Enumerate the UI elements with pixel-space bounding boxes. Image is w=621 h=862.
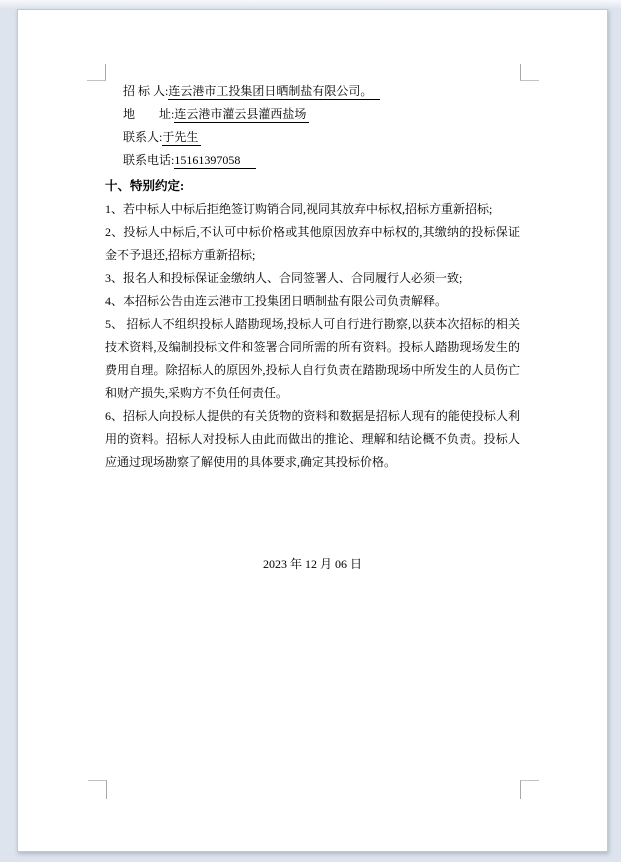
document-date: 2023 年 12 月 06 日 — [262, 557, 362, 571]
margin-crop-mark-top-right — [520, 64, 539, 81]
margin-crop-mark-bottom-left — [88, 780, 107, 799]
section-heading-special-provisions: 十、特别约定: — [105, 179, 185, 193]
margin-crop-mark-top-left — [87, 64, 106, 81]
clause-paragraph-3: 3、报名人和投标保证金缴纳人、合同签署人、合同履行人必须一致; — [105, 271, 463, 285]
address-label: 地 址: — [123, 107, 175, 121]
document-text-area — [105, 80, 520, 576]
document-page[interactable] — [17, 9, 608, 852]
bidder-label: 招 标 人: — [123, 84, 169, 98]
address-value: 连云港市灌云县灌西盐场 — [174, 107, 309, 123]
bidder-value: 连云港市工投集团日晒制盐有限公司。 — [168, 84, 380, 100]
contact-person-value: 于先生 — [162, 130, 201, 146]
clause-paragraph-6: 6、招标人向投标人提供的有关货物的资料和数据是招标人现有的能使投标人利用的资料。招标人对投标人由此而做出的推论、理解和结论概不负责。投标人应通过现场勘察了解使用的具体要求,确定其投标价格。 — [105, 409, 520, 469]
clause-paragraph-1: 1、若中标人中标后拒绝签订购销合同,视同其放弃中标权,招标方重新招标; — [105, 202, 493, 216]
margin-crop-mark-bottom-right — [520, 780, 539, 799]
contact-line-phone — [105, 149, 520, 172]
clause-paragraph-2: 2、投标人中标后,不认可中标价格或其他原因放弃中标权的,其缴纳的投标保证金不予退还,招标方重新招标; — [105, 225, 520, 262]
contact-line-bidder — [105, 80, 520, 103]
contact-line-contact-person — [105, 126, 520, 149]
clause-paragraph-4: 4、本招标公告由连云港市工投集团日晒制盐有限公司负责解释。 — [105, 294, 448, 308]
contact-line-address — [105, 103, 520, 126]
phone-value: 15161397058 — [174, 153, 256, 169]
contact-person-label: 联系人: — [123, 130, 163, 144]
clause-paragraph-5: 5、 招标人不组织投标人踏勘现场,投标人可自行进行勘察,以获本次招标的相关技术资料,及编制投标文件和签署合同所需的所有资料。投标人踏勘现场发生的费用自理。除招标人的原因外,投标人自行负责在踏勘现场中所发生的人员伤亡和财产损失,采购方不负任何责任。 — [105, 317, 520, 400]
phone-label: 联系电话: — [123, 153, 175, 167]
